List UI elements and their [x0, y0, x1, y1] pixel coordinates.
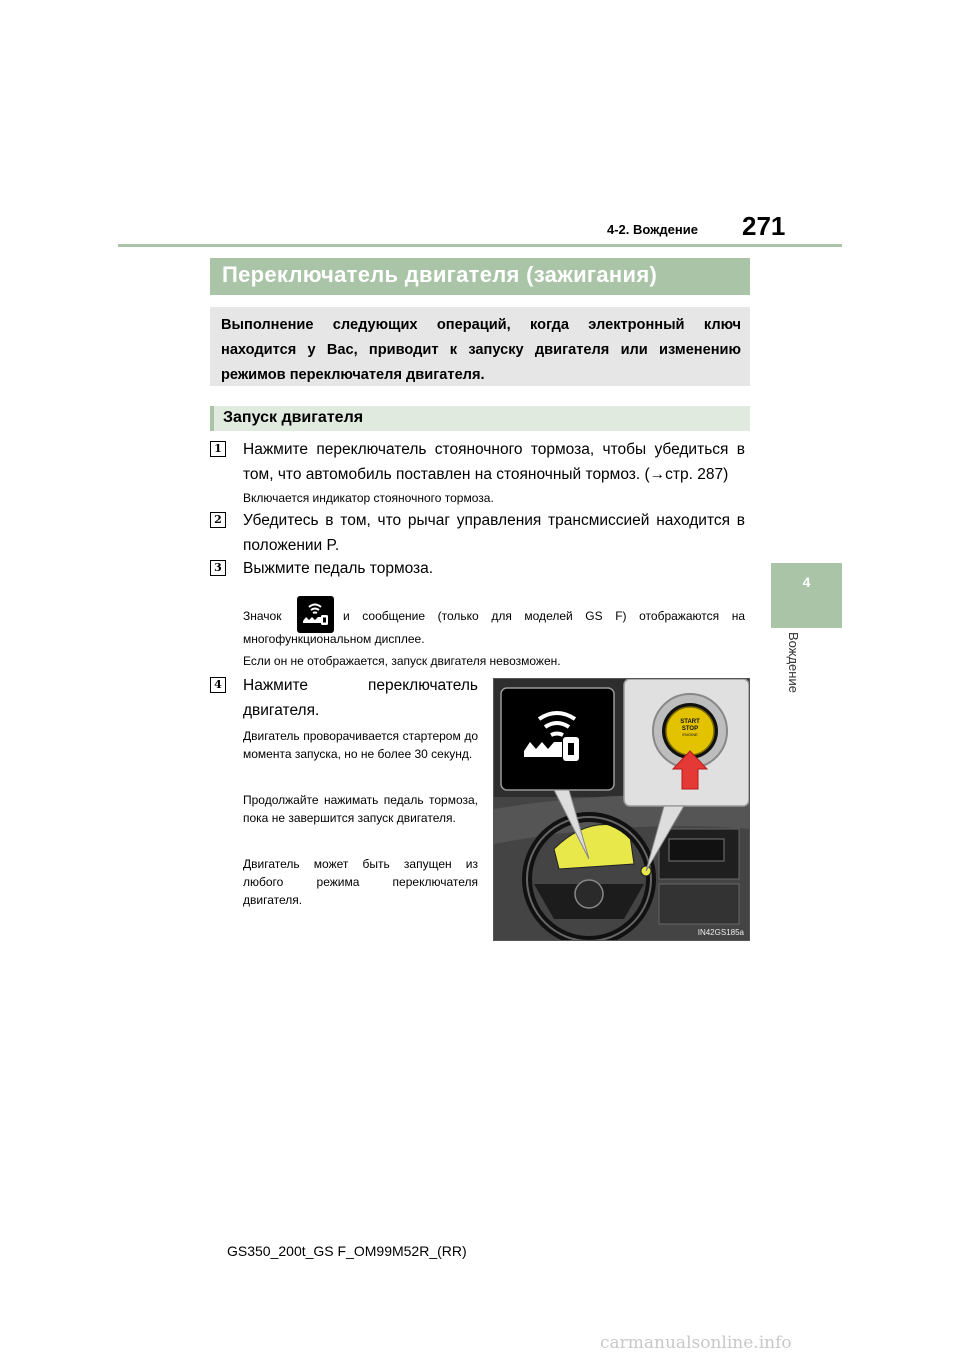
step-1-note: Включается индикатор стояночного тормоза. [243, 491, 494, 505]
chapter-tab [771, 563, 842, 628]
section-label: 4-2. Вождение [607, 222, 698, 237]
step-3-note-prefix: Значок [243, 609, 282, 623]
button-label-start: START [680, 719, 700, 725]
chapter-number: 4 [802, 574, 811, 590]
step-3-note-line2: многофункциональном дисплее. [243, 632, 425, 646]
step-number-2: 2 [210, 512, 226, 528]
step-3-text: Выжмите педаль тормоза. [243, 560, 434, 577]
subsection-title: Запуск двигателя [223, 409, 364, 426]
intro-text: Выполнение следующих операций, когда электронный ключ находится у Вас, приводит к запуску двигателя или изменению режимов переключателя двигателя. [221, 317, 741, 383]
step-4-text: Нажмите переключатель двигателя. [243, 677, 478, 719]
step-3-note-line1: и сообщение (только для моделей GS F) отображаются на [343, 609, 745, 623]
step-2-text: Убедитесь в том, что рычаг управления трансмиссией находится в положении P. [243, 512, 745, 554]
key-warning-icon [297, 596, 334, 633]
button-label-stop: STOP [681, 726, 699, 732]
button-label-engine: ENGINE [682, 732, 698, 737]
header-rule [118, 244, 842, 247]
watermark: carmanualsonline.info [600, 1333, 792, 1353]
step-number-1: 1 [210, 441, 226, 457]
step-1-text: Нажмите переключатель стояночного тормоза, чтобы убедиться в том, что автомобиль поставлен на стояночный тормоз. (→стр. 287) [243, 441, 745, 483]
step-4-note-1: Двигатель проворачивается стартером до момента запуска, но не более 30 секунд. [243, 729, 478, 761]
step-3-note-2: Если он не отображается, запуск двигателя невозможен. [243, 654, 561, 668]
illustration-code: IN42GS185a [697, 928, 744, 937]
chapter-label: Вождение [786, 632, 801, 693]
footer-code: GS350_200t_GS F_OM99M52R_(RR) [227, 1243, 467, 1259]
page-title: Переключатель двигателя (зажигания) [222, 262, 658, 287]
step-4-note-3: Двигатель может быть запущен из любого режима переключателя двигателя. [243, 857, 478, 907]
step-4-note-2: Продолжайте нажимать педаль тормоза, пока не завершится запуск двигателя. [243, 793, 478, 825]
dashboard-illustration [493, 678, 750, 941]
step-number-3: 3 [210, 560, 226, 576]
step-number-4: 4 [210, 677, 226, 693]
page-number: 271 [742, 211, 786, 241]
